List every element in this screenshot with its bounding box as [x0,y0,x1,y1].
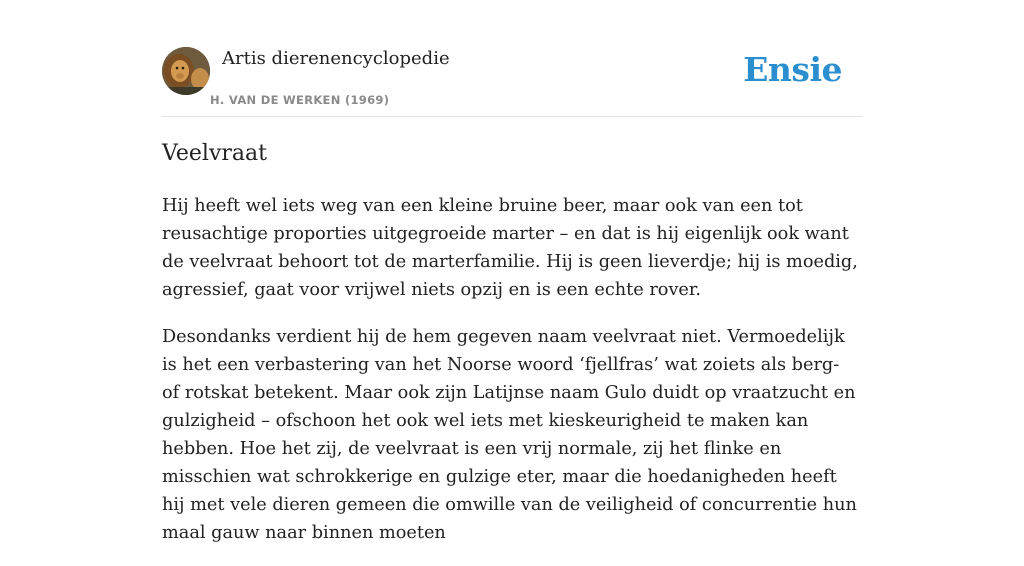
lion-avatar[interactable] [162,47,210,95]
article-title: Veelvraat [162,141,267,166]
brand-logo[interactable]: Ensie [743,50,842,89]
paragraph: Hij heeft wel iets weg van een kleine bruine beer, maar ook van een tot reusachtige proporties uitgegroeide marter – en dat is hij eigenlijk ook want de veelvraat behoort tot de marterfamilie. Hij is geen lieverdje; hij is moedig, agressief, gaat voor vrijwel niets opzij en is een echte rover. [162,196,858,300]
author-line: H. VAN DE WERKEN (1969) [210,93,390,107]
paragraph: Desondanks verdient hij de hem gegeven naam veelvraat niet. Vermoedelijk is het een verbastering van het Noorse woord ‘fjellfras’ wat zoiets als berg- of rotskat betekent. Maar ook zijn Latijnse naam Gulo duidt op vraatzucht en gulzigheid – ofschoon het ook wel iets met kieskeurigheid te maken kan hebben. Hoe het zij, de veelvraat is een vrij normale, zij het flinke en misschien wat schrokkerige en gulzige eter, maar die hoedanigheden heeft hij met vele dieren gemeen die omwille van de veiligheid of concurrentie hun maal gauw naar binnen moeten [162,327,857,543]
source-header [162,47,862,117]
article-body [162,192,862,566]
source-title[interactable]: Artis dierenencyclopedie [222,48,450,69]
